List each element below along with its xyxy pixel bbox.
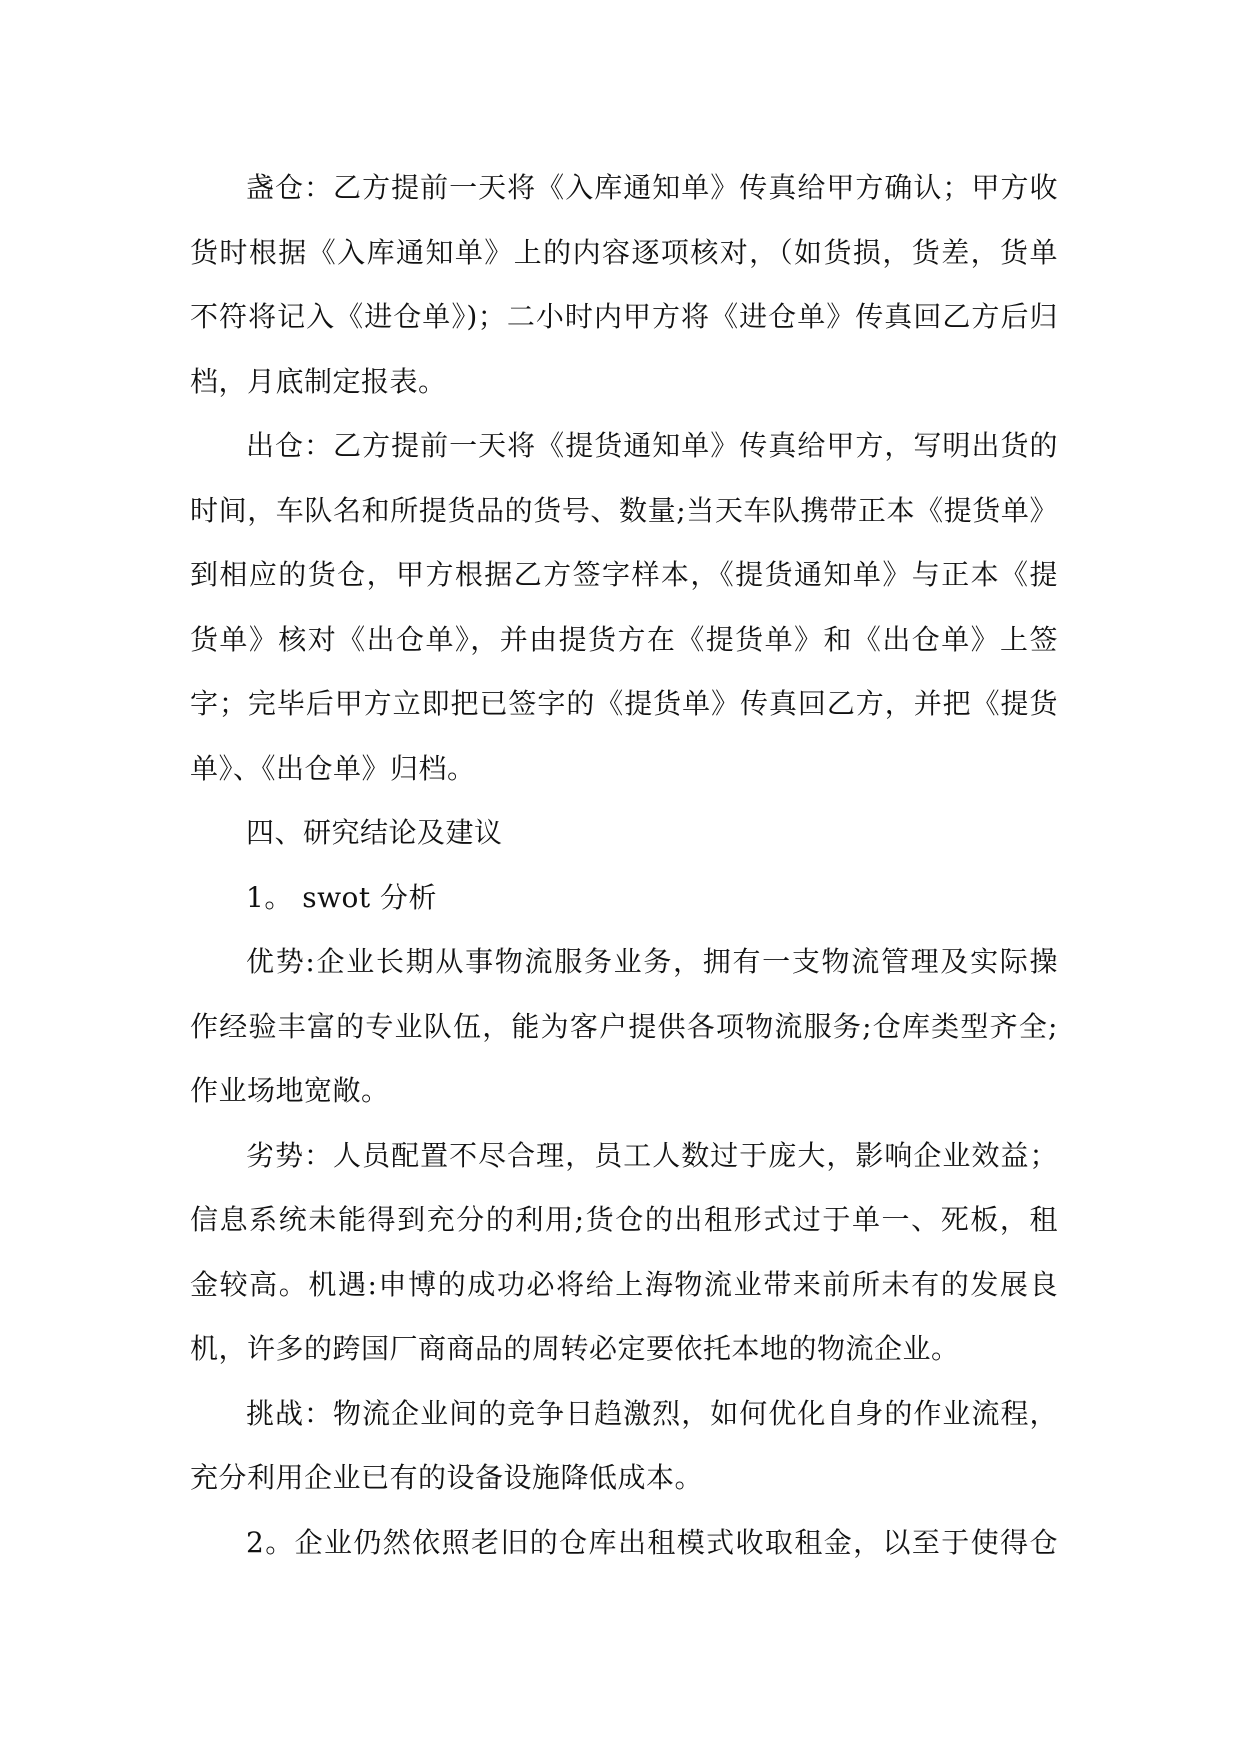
text-line: 出仓：乙方提前一天将《提货通知单》传真给甲方，写明出货的 <box>246 429 1058 462</box>
text-line: 四、研究结论及建议 <box>246 816 503 849</box>
text-line: 机，许多的跨国厂商商品的周转必定要依托本地的物流企业。 <box>190 1332 960 1365</box>
paragraph <box>190 866 1058 931</box>
text-line: 档，月底制定报表。 <box>190 364 447 398</box>
text-line: 挑战：物流企业间的竞争日趋激烈，如何优化自身的作业流程， <box>246 1396 1058 1430</box>
text-line: 信息系统未能得到充分的利用;货仓的出租形式过于单一、死板，租 <box>190 1203 1058 1236</box>
text-line: 优势:企业长期从事物流服务业务，拥有一支物流管理及实际操 <box>246 945 1058 978</box>
text-line: 货时根据《入库通知单》上的内容逐项核对，（如货损，货差，货单 <box>190 235 1058 269</box>
text-line: 到相应的货仓，甲方根据乙方签字样本，《提货通知单》与正本《提 <box>190 558 1058 591</box>
text-line: 劣势：人员配置不尽合理，员工人数过于庞大，影响企业效益； <box>246 1138 1058 1172</box>
text-line: 作经验丰富的专业队伍，能为客户提供各项物流服务;仓库类型齐全; <box>190 1009 1058 1043</box>
paragraph <box>190 156 1058 414</box>
paragraph <box>190 1511 1058 1576</box>
text-line: 作业场地宽敞。 <box>190 1074 390 1107</box>
text-line: 金较高。机遇:申博的成功必将给上海物流业带来前所未有的发展良 <box>190 1267 1058 1301</box>
text-line: 时间，车队名和所提货品的货号、数量;当天车队携带正本《提货单》 <box>190 493 1058 527</box>
text-line: 单》、《出仓单》归档。 <box>190 751 476 785</box>
text-line: 盏仓：乙方提前一天将《入库通知单》传真给甲方确认；甲方收 <box>246 171 1058 204</box>
paragraph <box>190 1382 1058 1511</box>
text-line: 2。企业仍然依照老旧的仓库出租模式收取租金，以至于使得仓 <box>246 1525 1058 1559</box>
text-line: 不符将记入《进仓单》)；二小时内甲方将《进仓单》传真回乙方后归 <box>190 300 1058 333</box>
text-line: 1。 swot 分析 <box>246 880 438 914</box>
text-line: 货单》核对《出仓单》，并由提货方在《提货单》和《出仓单》上签 <box>190 622 1058 656</box>
text-line: 字；完毕后甲方立即把已签字的《提货单》传真回乙方，并把《提货 <box>190 687 1058 720</box>
paragraph <box>190 801 1058 866</box>
paragraph <box>190 930 1058 1124</box>
paragraph <box>190 1124 1058 1382</box>
document-body <box>190 156 1058 1575</box>
text-line: 充分利用企业已有的设备设施降低成本。 <box>190 1461 704 1494</box>
paragraph <box>190 414 1058 801</box>
